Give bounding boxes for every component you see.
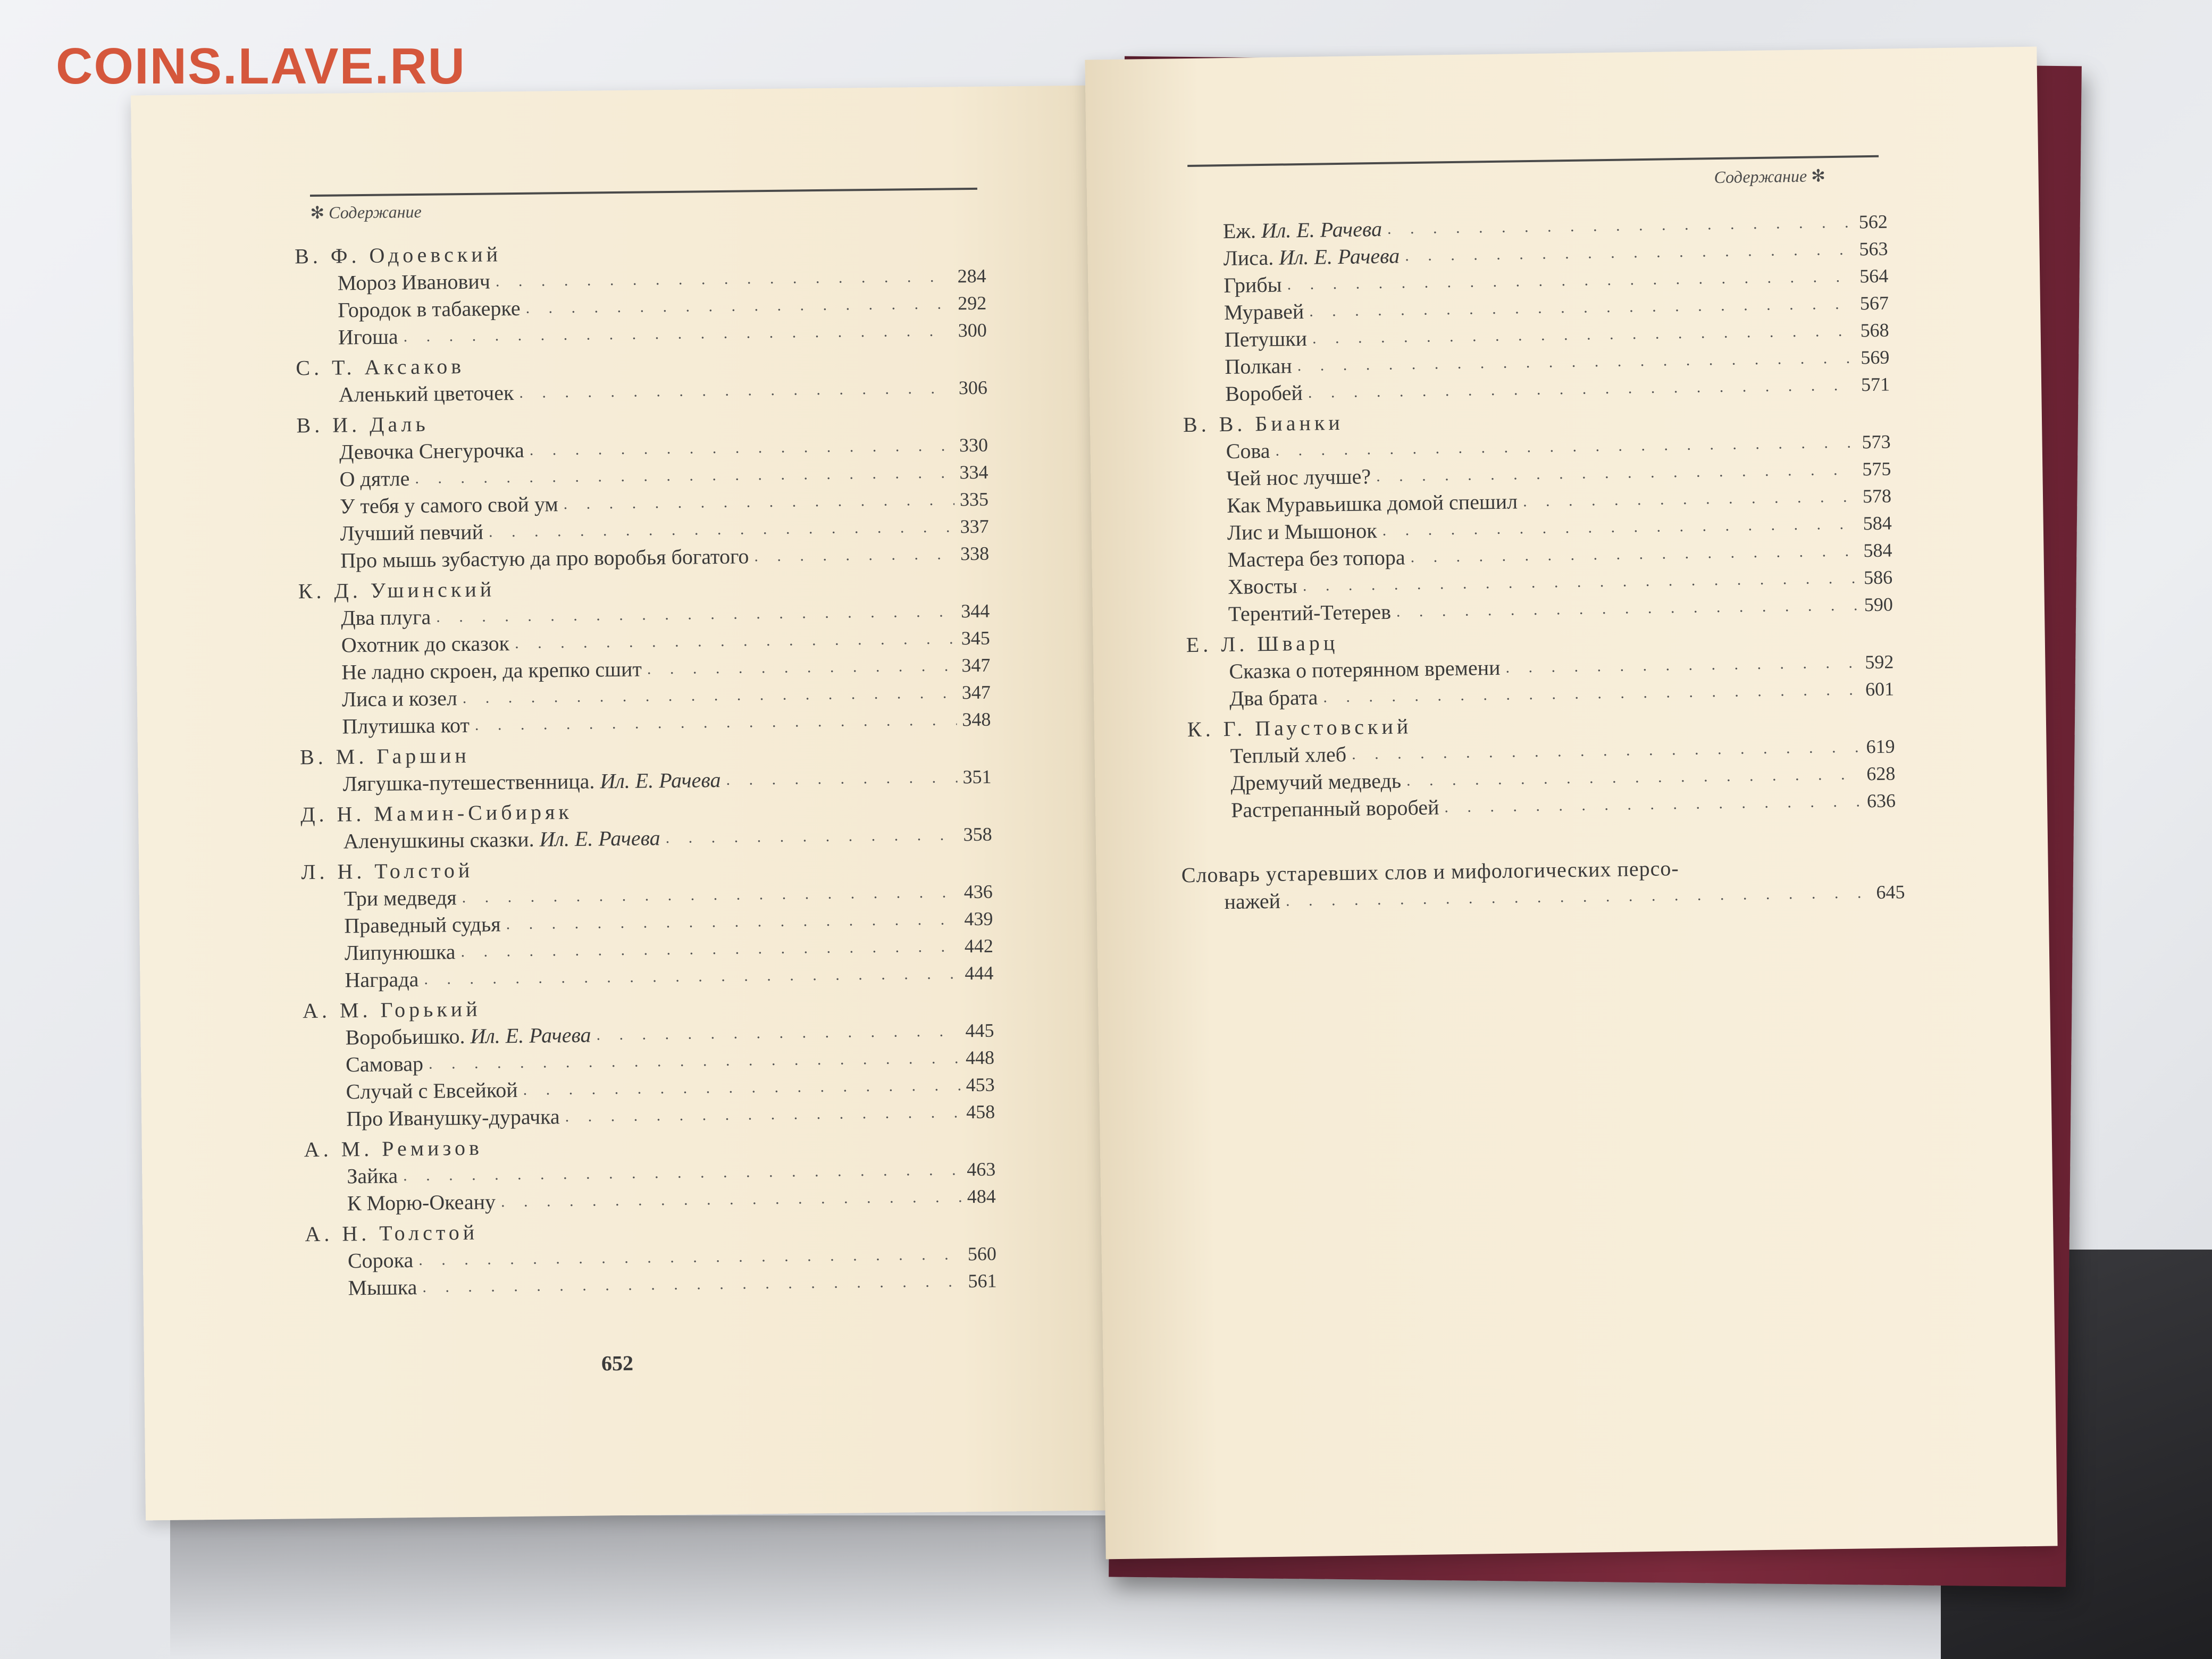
entry-title <box>345 938 456 966</box>
entry-title <box>346 1050 423 1078</box>
entry-page: 458 <box>966 1101 995 1123</box>
entry-page: 567 <box>1859 292 1889 314</box>
entry-page: 335 <box>959 488 989 510</box>
entry-page: 569 <box>1861 346 1890 368</box>
entry-page: 344 <box>961 600 990 622</box>
entry-title-text: Воробьишко. <box>345 1024 465 1050</box>
entry-page: 444 <box>965 962 994 984</box>
entry-page: 590 <box>1864 593 1893 616</box>
entry-title <box>343 824 660 854</box>
leader-dots <box>665 821 958 851</box>
entry-title-text: Лис и Мышонок <box>1227 518 1377 544</box>
author-heading: К. Д. Ушинский <box>298 577 496 604</box>
entry-title-text: Лиса и козел <box>341 686 458 711</box>
illustrator-credit: Ил. Е. Рачева <box>1278 244 1400 270</box>
toc-left <box>295 236 997 1302</box>
entry-title-text: Награда <box>345 967 419 992</box>
glossary-entry <box>1181 851 1905 916</box>
entry-page: 645 <box>1876 881 1905 903</box>
entry-page: 560 <box>967 1243 997 1265</box>
header-rule <box>310 188 977 197</box>
toc-right <box>1180 208 1896 824</box>
entry-title-text: Мышка <box>348 1275 417 1300</box>
entry-title-text: Случай с Евсейкой <box>346 1078 518 1104</box>
entry-title <box>1227 488 1518 519</box>
entry-page: 561 <box>968 1270 997 1292</box>
entry-page: 584 <box>1863 539 1892 562</box>
entry-title-text: Мастера без топора <box>1227 545 1405 572</box>
entry-title <box>340 490 558 520</box>
entry-page: 484 <box>967 1185 996 1208</box>
author-heading: В. В. Бианки <box>1183 410 1344 437</box>
entry-title-text: Дремучий медведь <box>1230 768 1402 795</box>
leader-dots <box>647 652 957 682</box>
entry-title-text: Грибы <box>1224 272 1282 298</box>
leader-dots <box>1444 787 1862 820</box>
author-heading: Л. Н. Толстой <box>301 858 474 884</box>
entry-title-text: Три медведя <box>343 885 457 911</box>
entry-title-text: Лягушка-путешественница. <box>342 769 595 796</box>
entry-title-text: Плутишка кот <box>342 713 470 739</box>
leader-dots <box>403 317 953 350</box>
entry-page: 347 <box>961 654 991 676</box>
entry-title-text: Не ладно скроен, да крепко сшит <box>341 657 642 684</box>
entry-title-text: Городок в табакерке <box>338 296 521 322</box>
leader-dots <box>475 706 957 738</box>
glossary-line-1: Словарь устаревших слов и мифологических персо- <box>1181 856 1679 887</box>
author-heading: Д. Н. Мамин-Сибиряк <box>300 799 573 827</box>
entry-page: 334 <box>959 461 988 483</box>
entry-title-text: Мороз Иванович <box>337 269 491 295</box>
entry-title-text: Петушки <box>1224 326 1308 352</box>
entry-title-text: Муравей <box>1224 299 1304 325</box>
leader-dots <box>754 540 955 569</box>
entry-title-text: Девочка Снегурочка <box>339 438 524 464</box>
entry-title <box>1225 379 1303 407</box>
entry-page: 636 <box>1866 790 1896 812</box>
entry-title-text: Сорока <box>347 1248 414 1273</box>
illustrator-credit: Ил. Е. Рачева <box>1261 216 1382 243</box>
entry-page: 573 <box>1862 431 1891 453</box>
entry-title-text: Два плуга <box>341 605 431 630</box>
header-rule <box>1187 155 1879 167</box>
entry-page: 348 <box>962 708 991 731</box>
running-head-text: Содержание <box>328 202 422 222</box>
entry-page: 347 <box>961 681 991 703</box>
entry-page: 345 <box>961 627 990 649</box>
entry-title <box>1227 543 1405 573</box>
entry-title-text: О дятле <box>339 466 410 491</box>
illustrator-credit: Ил. Е. Рачева <box>470 1023 591 1048</box>
entry-page: 584 <box>1863 512 1892 534</box>
entry-title-text: Игоша <box>338 324 398 349</box>
entry-title <box>1231 793 1439 823</box>
leader-dots <box>529 432 954 463</box>
entry-title-text: Как Муравьишка домой спешил <box>1226 489 1518 517</box>
entry-title-text: К Морю-Океану <box>347 1189 496 1216</box>
author-heading: К. Г. Паустовский <box>1187 714 1412 742</box>
watermark: COINS.LAVE.RU <box>56 38 466 95</box>
leader-dots <box>1396 591 1859 625</box>
entry-page: 578 <box>1862 485 1892 507</box>
entry-page: 358 <box>963 823 992 845</box>
entry-title <box>348 1246 414 1274</box>
entry-page: 292 <box>957 292 987 314</box>
author-heading: С. Т. Аксаков <box>296 354 465 380</box>
entry-title-text: Полкан <box>1225 354 1293 379</box>
entry-page: 439 <box>964 908 993 930</box>
leader-dots <box>596 1017 960 1048</box>
entry-page: 453 <box>966 1074 995 1096</box>
entry-title-text: Зайка <box>347 1163 398 1188</box>
entry-title <box>340 518 483 547</box>
author-heading: В. И. Даль <box>296 412 429 438</box>
leader-dots <box>422 1268 963 1301</box>
entry-title <box>1230 741 1346 769</box>
entry-title <box>345 966 418 993</box>
entry-title-text: Лучший певчий <box>340 520 484 546</box>
leader-dots <box>496 263 952 295</box>
illustrator-credit: Ил. Е. Рачева <box>539 826 660 851</box>
leader-dots <box>424 960 960 993</box>
entry-title-text: Сказка о потерянном времени <box>1229 655 1501 683</box>
entry-title <box>338 323 398 350</box>
entry-title <box>1229 684 1318 712</box>
entry-title-text: Аленушкины сказки. <box>343 827 534 853</box>
entry-title <box>344 910 501 939</box>
author-heading: В. Ф. Одоевский <box>294 242 502 269</box>
entry-title <box>342 766 720 797</box>
leader-dots <box>1505 649 1860 681</box>
asterisk-icon: ✻ <box>310 203 329 223</box>
leader-dots <box>515 625 956 657</box>
entry-title <box>1230 767 1401 796</box>
entry-title <box>1224 325 1307 353</box>
entry-title-text: Охотник до сказок <box>341 631 510 657</box>
entry-page: 442 <box>964 935 994 957</box>
entry-title <box>1226 437 1270 465</box>
entry-page: 575 <box>1862 458 1891 480</box>
entry-page: 586 <box>1863 566 1893 589</box>
entry-title-text: Самовар <box>345 1051 424 1077</box>
entry-title <box>346 1103 560 1132</box>
entry-title <box>1223 215 1382 245</box>
leader-dots <box>563 486 954 517</box>
entry-page: 564 <box>1859 265 1889 287</box>
entry-title <box>348 1273 417 1301</box>
leader-dots <box>489 513 955 545</box>
entry-title <box>1229 654 1501 685</box>
entry-title <box>339 465 409 492</box>
entry-title <box>1224 271 1282 299</box>
leader-dots <box>1523 483 1858 515</box>
entry-page: 463 <box>967 1158 996 1180</box>
entry-title-text: Хвосты <box>1227 574 1298 599</box>
entry-title-text: Лиса. <box>1223 245 1274 271</box>
entry-title <box>346 1076 517 1105</box>
entry-page: 284 <box>957 265 986 287</box>
entry-page: 562 <box>1858 211 1888 233</box>
entry-title <box>341 656 642 686</box>
entry-title <box>342 711 470 740</box>
entry-title-text: Терентий-Тетерев <box>1228 599 1392 626</box>
leader-dots <box>726 764 958 793</box>
entry-title <box>339 437 524 466</box>
author-heading: А. Н. Толстой <box>305 1220 479 1246</box>
entry-title <box>347 1162 398 1189</box>
entry-title-text: Аленький цветочек <box>338 381 514 407</box>
entry-title <box>1228 572 1297 600</box>
entry-title-text: Праведный судья <box>344 912 501 938</box>
running-head <box>1714 165 1825 187</box>
entry-title <box>341 604 431 632</box>
entry-title <box>347 1188 496 1217</box>
entry-title <box>340 542 749 574</box>
running-head <box>310 202 422 223</box>
entry-page: 563 <box>1859 238 1888 260</box>
entry-title-text: Воробей <box>1225 380 1303 406</box>
entry-title <box>1223 242 1400 272</box>
entry-page: 337 <box>960 515 989 538</box>
entry-title <box>345 1021 591 1051</box>
entry-title: нажей <box>1224 889 1281 914</box>
illustrator-credit: Ил. Е. Рачева <box>600 768 721 793</box>
entry-page: 300 <box>958 319 987 341</box>
entry-page: 601 <box>1865 678 1895 700</box>
page-number: 652 <box>601 1351 634 1376</box>
entry-title-text: Сова <box>1226 438 1270 463</box>
running-head-text: Содержание <box>1714 166 1807 187</box>
entry-title-text: У тебя у самого свой ум <box>339 492 558 518</box>
leader-dots <box>501 1183 962 1215</box>
entry-page: 338 <box>960 542 990 565</box>
entry-title <box>341 630 510 658</box>
author-heading: А. М. Ремизов <box>304 1135 483 1162</box>
entry-title <box>1226 463 1371 492</box>
entry-title <box>344 884 457 912</box>
entry-title <box>1227 517 1377 546</box>
entry-page: 568 <box>1860 319 1889 341</box>
entry-title-text: Два брата <box>1229 685 1318 710</box>
entry-title <box>339 379 514 408</box>
entry-page: 330 <box>959 434 988 456</box>
entry-title <box>1224 298 1304 326</box>
leader-dots <box>506 906 959 937</box>
entry-title <box>338 295 521 324</box>
author-heading: Е. Л. Шварц <box>1186 631 1339 657</box>
entry-page: 445 <box>965 1019 994 1042</box>
entry-title-text: Растрепанный воробей <box>1230 795 1439 822</box>
entry-page: 619 <box>1866 735 1895 758</box>
entry-title <box>342 684 457 713</box>
entry-page: 592 <box>1865 651 1894 673</box>
entry-page: 571 <box>1861 373 1890 396</box>
asterisk-icon: ✻ <box>1806 166 1826 186</box>
author-heading: А. М. Горький <box>302 996 481 1023</box>
entry-page: 306 <box>958 376 988 399</box>
author-heading: В. М. Гаршин <box>299 743 471 769</box>
leader-dots <box>565 1099 961 1130</box>
entry-page: 448 <box>965 1046 995 1069</box>
entry-title-text: Теплый хлеб <box>1230 742 1347 768</box>
entry-title <box>1228 598 1392 627</box>
left-page <box>131 86 1108 1521</box>
entry-title-text: Про мышь зубастую да про воробья богатого <box>340 544 749 573</box>
right-page <box>1085 47 2057 1560</box>
entry-title <box>337 267 490 296</box>
entry-title-text: Про Иванушку-дурачка <box>346 1104 560 1131</box>
entry-page: 351 <box>962 766 992 788</box>
leader-dots <box>519 374 953 406</box>
entry-title-text: Еж. <box>1222 219 1256 244</box>
entry-title-text: Липунюшка <box>344 940 456 965</box>
leader-dots <box>525 290 952 321</box>
entry-title-text: Чей нос лучше? <box>1226 464 1371 490</box>
leader-dots <box>523 1071 961 1103</box>
entry-page: 628 <box>1866 763 1896 785</box>
entry-title <box>1225 352 1292 380</box>
entry-page: 436 <box>963 881 993 903</box>
